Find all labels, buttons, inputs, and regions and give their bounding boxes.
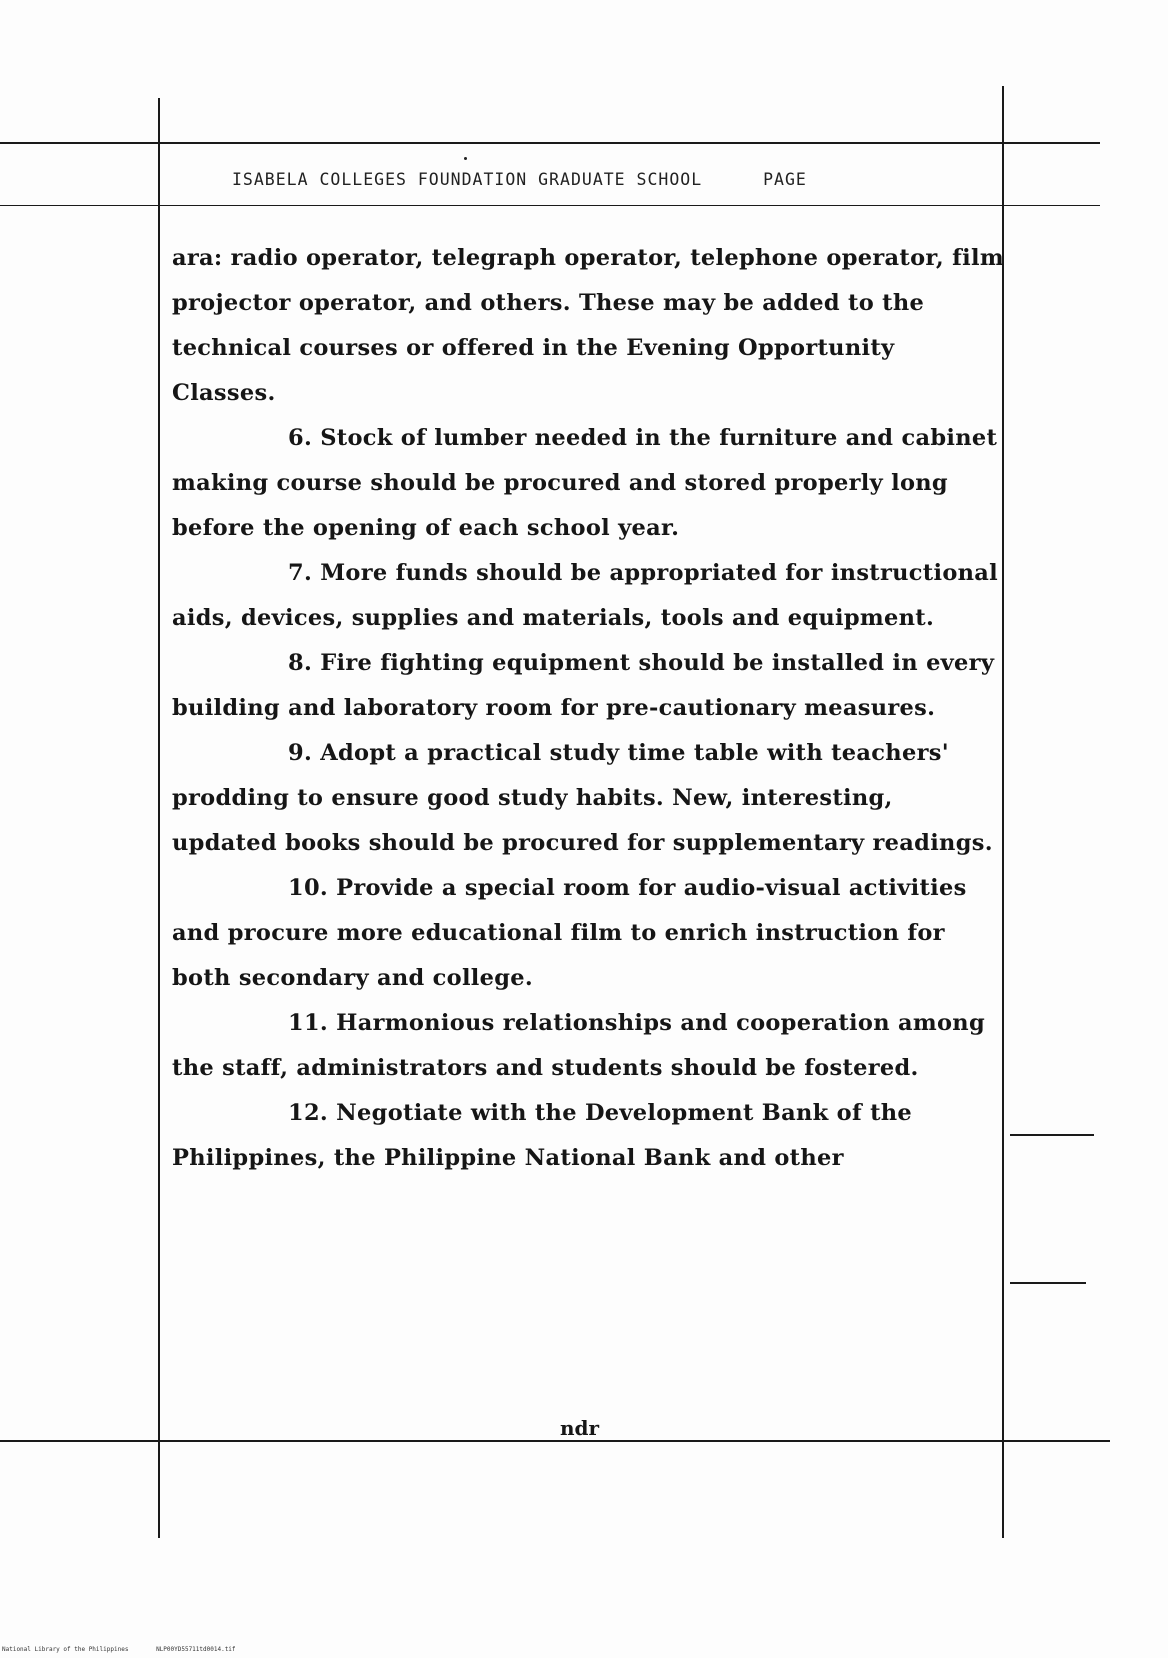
catchword: ndr (560, 1416, 600, 1440)
paragraph: 6. Stock of lumber needed in the furniture and cabinet making course should be procured and stored properly long before the opening of each school year. (172, 425, 998, 541)
left-margin-rule (158, 98, 160, 1538)
body-text (172, 236, 1004, 1181)
paragraph: ara: radio operator, telegraph operator, telephone operator, film projector operator, and others. These may be added to the technical courses or offered in the Evening Opportunity Classes. (172, 245, 1004, 406)
paragraph: 9. Adopt a practical study time table with teachers' prodding to ensure good study habits. New, interesting, updated books should be procured for supplementary readings. (172, 740, 993, 856)
top-rule (0, 142, 1100, 144)
paragraph: 11. Harmonious relationships and cooperation among the staff, administrators and students should be fostered. (172, 1010, 985, 1081)
paragraph: 10. Provide a special room for audio-visual activities and procure more educational film to enrich instruction for both secondary and college. (172, 875, 967, 991)
paragraph: 8. Fire fighting equipment should be installed in every building and laboratory room for pre-cautionary measures. (172, 650, 995, 721)
bottom-rule (0, 1440, 1110, 1442)
header-rule (0, 205, 1100, 206)
header-title: ISABELA COLLEGES FOUNDATION GRADUATE SCHOOL (232, 170, 703, 189)
footer-library: National Library of the Philippines (2, 1646, 129, 1653)
right-margin-tick (1010, 1282, 1086, 1284)
page-header (232, 170, 952, 189)
paragraph: 7. More funds should be appropriated for instructional aids, devices, supplies and materials, tools and equipment. (172, 560, 999, 631)
right-margin-tick (1010, 1134, 1094, 1136)
scan-footer (2, 1646, 236, 1653)
header-dot (464, 157, 467, 160)
header-page-label: PAGE (763, 170, 807, 189)
footer-filename: NLP00YD55711td0014.tif (156, 1646, 236, 1653)
paragraph: 12. Negotiate with the Development Bank of the Philippines, the Philippine National Bank and other (172, 1100, 913, 1171)
